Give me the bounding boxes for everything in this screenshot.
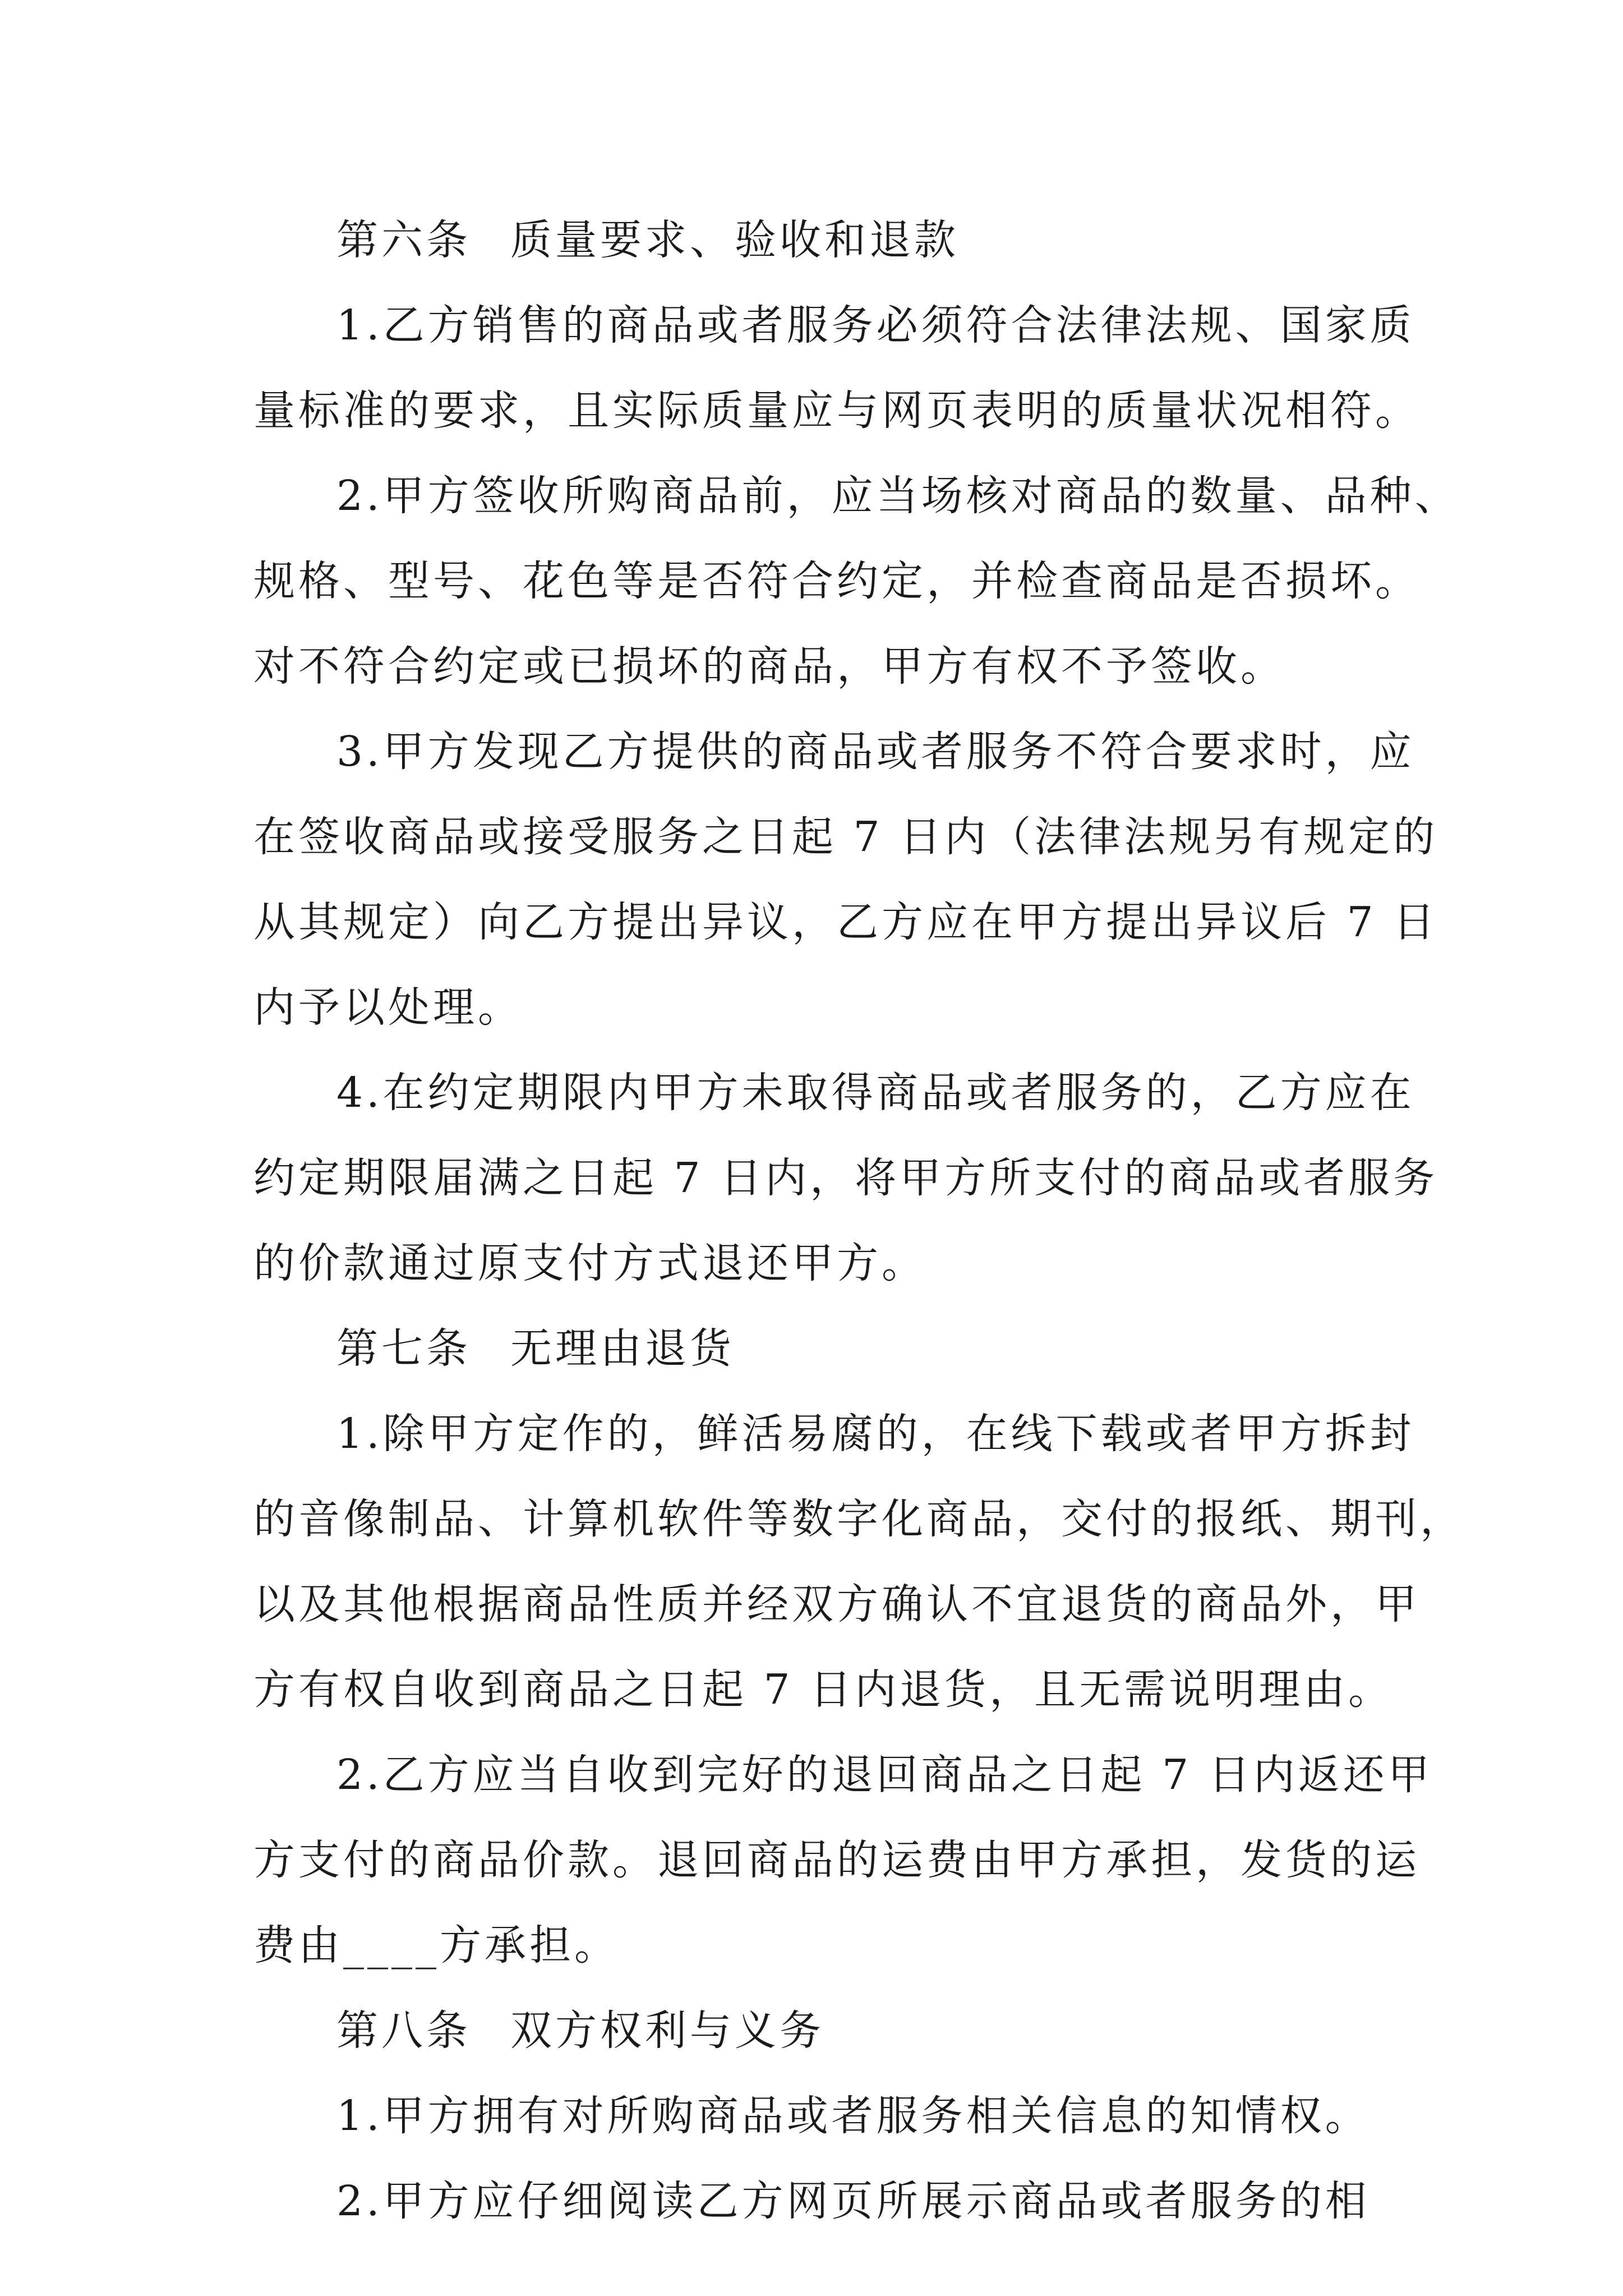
paragraph-line: 从其规定）向乙方提出异议，乙方应在甲方提出异议后 7 日 [253,898,1438,946]
article-title: 质量要求、验收和退款 [510,216,959,264]
paragraph-line: 方有权自收到商品之日起 7 日内退货，且无需说明理由。 [253,1665,1394,1714]
paragraph-line: 方支付的商品价款。退回商品的运费由甲方承担，发货的运 [253,1836,1420,1884]
paragraph-line: 的音像制品、计算机软件等数字化商品，交付的报纸、期刊， [253,1495,1465,1543]
paragraph-line: 3.甲方发现乙方提供的商品或者服务不符合要求时，应 [336,728,1415,776]
paragraph-line: 对不符合约定或已损坏的商品，甲方有权不予签收。 [253,642,1285,691]
article-number: 第六条 [336,216,471,264]
paragraph-line: 内予以处理。 [253,983,523,1032]
paragraph-line: 的价款通过原支付方式退还甲方。 [253,1239,926,1287]
paragraph-line: 2.甲方签收所购商品前，应当场核对商品的数量、品种、 [336,472,1460,520]
paragraph-line: 2.乙方应当自收到完好的退回商品之日起 7 日内返还甲 [336,1751,1433,1799]
article-title: 双方权利与义务 [510,2007,824,2055]
article-number: 第七条 [336,1324,471,1373]
paragraph-line: 在签收商品或接受服务之日起 7 日内（法律法规另有规定的 [253,813,1438,861]
paragraph-line: 1.乙方销售的商品或者服务必须符合法律法规、国家质 [336,301,1415,349]
paragraph-line: 2.甲方应仔细阅读乙方网页所展示商品或者服务的相 [336,2177,1370,2225]
article-8-heading [253,1988,1381,2073]
article-7-heading [253,1306,1381,1391]
paragraph-line: 量标准的要求，且实际质量应与网页表明的质量状况相符。 [253,386,1420,435]
paragraph-line: 1.甲方拥有对所购商品或者服务相关信息的知情权。 [336,2092,1370,2140]
article-title: 无理由退货 [510,1324,735,1373]
article-number: 第八条 [336,2007,471,2055]
paragraph-line: 费由____方承担。 [253,1921,619,1970]
paragraph-line: 以及其他根据商品性质并经双方确认不宜退货的商品外，甲 [253,1580,1420,1628]
paragraph-line: 规格、型号、花色等是否符合约定，并检查商品是否损坏。 [253,557,1420,605]
document-page [253,197,1465,2244]
paragraph-line: 1.除甲方定作的，鲜活易腐的，在线下载或者甲方拆封 [336,1410,1415,1458]
paragraph-line: 约定期限届满之日起 7 日内，将甲方所支付的商品或者服务 [253,1154,1438,1202]
article-6-heading [253,197,1381,283]
paragraph-line: 4.在约定期限内甲方未取得商品或者服务的，乙方应在 [336,1069,1415,1117]
